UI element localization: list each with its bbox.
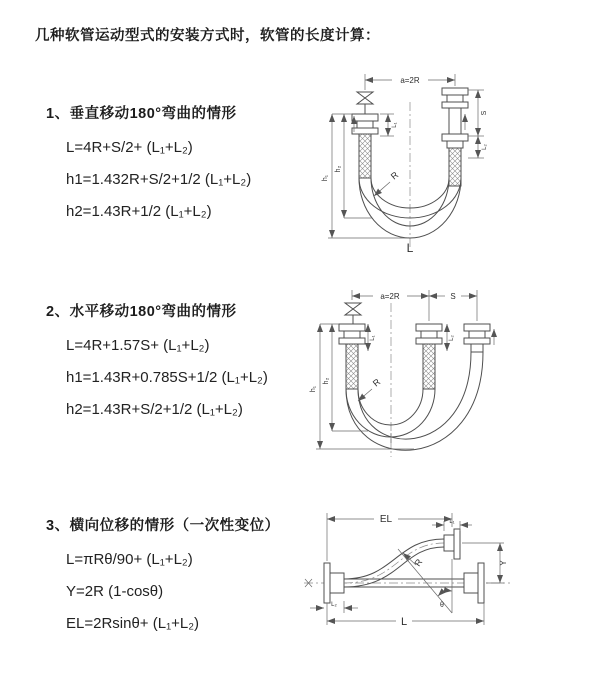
d1-label-h2: h₂ xyxy=(335,165,342,173)
diagram-horizontal-bend xyxy=(306,281,591,473)
section-2-heading: 2、水平移动180°弯曲的情形 xyxy=(46,304,237,320)
right-pipe xyxy=(449,108,461,134)
d3-label-el: EL xyxy=(379,514,393,525)
diagram-lateral-displacement xyxy=(296,503,596,648)
formula-line: L=4R+S/2+ (L₁+L₂) xyxy=(66,139,193,156)
hose-s-curve-displaced xyxy=(344,539,444,587)
d1-label-a2r: a=2R xyxy=(400,76,420,85)
hose-u-bend-position2 xyxy=(346,352,483,450)
formula-line: L=4R+1.57S+ (L₁+L₂) xyxy=(66,337,210,354)
section-3-formulas xyxy=(66,544,280,640)
valve-icon xyxy=(357,92,373,114)
page-title: 几种软管运动型式的安装方式时，软管的长度计算： xyxy=(35,28,380,44)
right-pipe xyxy=(471,344,483,352)
d3-label-l: L xyxy=(400,616,408,628)
section-vertical-bend xyxy=(46,104,251,228)
formula-line: EL=2Rsinθ+ (L₁+L₂) xyxy=(66,615,200,632)
formula-line: L=πRθ/90+ (L₁+L₂) xyxy=(66,551,193,568)
formula-line: h2=1.43R+S/2+1/2 (L₁+L₂) xyxy=(66,401,243,418)
radius-leader xyxy=(403,553,425,568)
d1-label-l1: L₁ xyxy=(392,122,398,128)
formula-line: h1=1.43R+0.785S+1/2 (L₁+L₂) xyxy=(66,369,268,386)
dimension-s xyxy=(429,290,477,321)
d3-label-r: R xyxy=(412,557,425,569)
section-horizontal-bend xyxy=(46,302,268,426)
d3-label-l2: L₂ xyxy=(331,602,337,608)
d2-label-h2: h₂ xyxy=(323,377,330,385)
d1-label-h1: h₁ xyxy=(322,174,329,182)
dimension-l2 xyxy=(468,136,488,158)
hose-braid-middle xyxy=(423,344,435,389)
hose-braid-left xyxy=(359,134,371,178)
d1-label-l: L xyxy=(406,241,414,255)
radius-leader xyxy=(374,169,401,196)
dimension-l xyxy=(327,603,484,628)
d3-label-theta: θ xyxy=(440,602,444,609)
section-1-heading: 1、垂直移动180°弯曲的情形 xyxy=(46,106,237,122)
section-lateral-shift xyxy=(46,516,280,640)
middle-flange xyxy=(416,324,442,344)
dimension-l2 xyxy=(310,601,358,613)
dimension-l1 xyxy=(368,324,376,351)
diagram-vertical-bend xyxy=(310,66,570,258)
d2-label-r: R xyxy=(370,376,383,389)
angle-theta xyxy=(398,549,452,613)
right-flange-upper xyxy=(442,88,468,108)
d2-label-s: S xyxy=(450,292,456,301)
dimension-a2r xyxy=(352,290,429,321)
section-1-formulas xyxy=(66,132,251,228)
d3-label-y: Y xyxy=(499,560,508,566)
d1-label-l2: L₂ xyxy=(482,144,488,150)
left-flange xyxy=(339,324,365,344)
left-flange xyxy=(352,114,378,134)
d2-label-l1: L₁ xyxy=(370,335,376,341)
valve-icon xyxy=(345,303,361,324)
d2-label-h1: h₁ xyxy=(310,385,317,393)
formula-line: h1=1.432R+S/2+1/2 (L₁+L₂) xyxy=(66,171,252,188)
formula-line: Y=2R (1-cosθ) xyxy=(66,583,164,600)
right-flange-lower xyxy=(442,134,468,148)
right-flange-displaced xyxy=(444,529,460,559)
d1-label-r: R xyxy=(388,169,401,182)
formula-line: h2=1.43R+1/2 (L₁+L₂) xyxy=(66,203,212,220)
right-flange-shifted xyxy=(464,324,490,344)
section-2-formulas xyxy=(66,330,268,426)
d2-label-a2r: a=2R xyxy=(380,292,400,301)
right-flange-original xyxy=(464,563,484,603)
left-flange xyxy=(324,563,344,603)
dimension-l1 xyxy=(380,114,398,136)
d3-label-l1: L₁ xyxy=(449,519,455,525)
d1-label-s: S xyxy=(481,110,488,116)
dimension-l2 xyxy=(447,324,455,351)
radius-leader xyxy=(358,376,383,401)
dimension-s xyxy=(468,90,488,136)
hose-braid-right xyxy=(449,148,461,186)
section-3-heading: 3、横向位移的情形（一次性变位） xyxy=(46,518,280,534)
dimension-el xyxy=(327,513,455,561)
d2-label-l2: L₂ xyxy=(449,335,455,341)
hose-braid-left xyxy=(346,344,358,389)
